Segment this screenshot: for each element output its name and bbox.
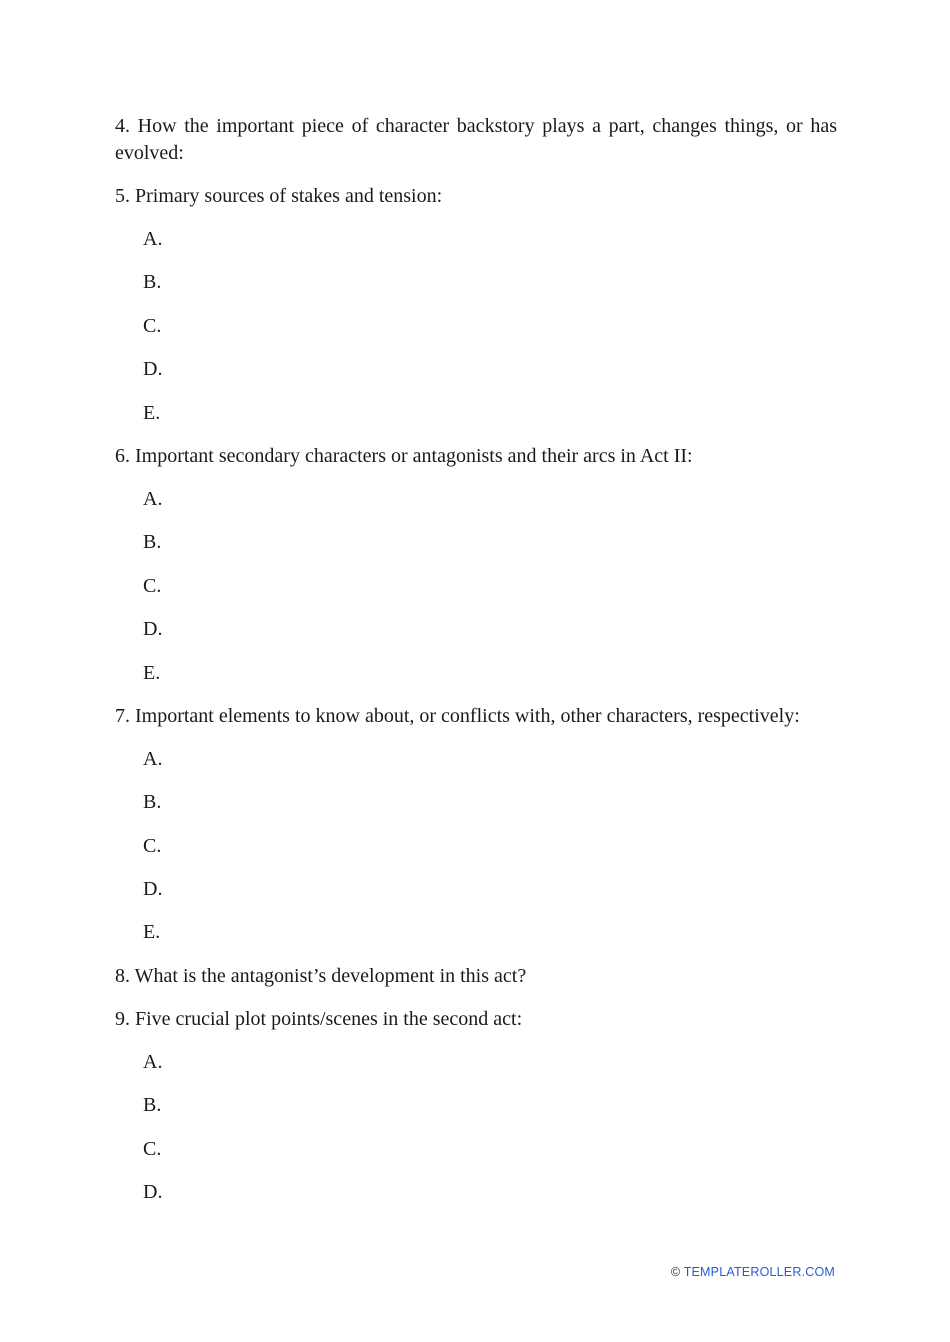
answer-line: E. <box>143 661 161 684</box>
answer-line: C. <box>143 574 162 597</box>
answer-line: C. <box>143 314 162 337</box>
question-9: 9. Five crucial plot points/scenes in the second act: <box>115 1007 523 1030</box>
questionnaire <box>115 113 837 1222</box>
answer-line: D. <box>143 618 163 641</box>
question-4: 4. How the important piece of character backstory plays a part, changes things, or has evolved: <box>115 115 837 164</box>
question-8: 8. What is the antagonist’s development in this act? <box>115 964 527 987</box>
templateroller-link[interactable]: TEMPLATEROLLER.COM <box>683 1265 835 1279</box>
answer-line: B. <box>143 791 162 814</box>
answer-line: E. <box>143 921 161 944</box>
question-7-options <box>115 746 837 947</box>
question-9-options <box>115 1049 837 1206</box>
answer-line: B. <box>143 531 162 554</box>
answer-line: A. <box>143 747 163 770</box>
answer-line: B. <box>143 1094 162 1117</box>
answer-line: A. <box>143 228 163 250</box>
answer-line: D. <box>143 878 163 901</box>
answer-line: E. <box>143 401 161 424</box>
answer-line: C. <box>143 1137 162 1160</box>
question-5-options <box>115 226 837 427</box>
question-5: 5. Primary sources of stakes and tension: <box>115 185 443 207</box>
copyright-icon: © <box>670 1265 681 1279</box>
question-6-options <box>115 486 837 687</box>
answer-line: A. <box>143 1050 163 1073</box>
answer-line: A. <box>143 487 163 510</box>
answer-line: D. <box>143 358 163 381</box>
question-6: 6. Important secondary characters or antagonists and their arcs in Act II: <box>115 444 693 467</box>
answer-line: B. <box>143 271 162 294</box>
footer-copyright <box>671 1265 835 1279</box>
question-7: 7. Important elements to know about, or conflicts with, other characters, respectively: <box>115 704 800 727</box>
answer-line: C. <box>143 834 162 857</box>
answer-line: D. <box>143 1181 163 1204</box>
